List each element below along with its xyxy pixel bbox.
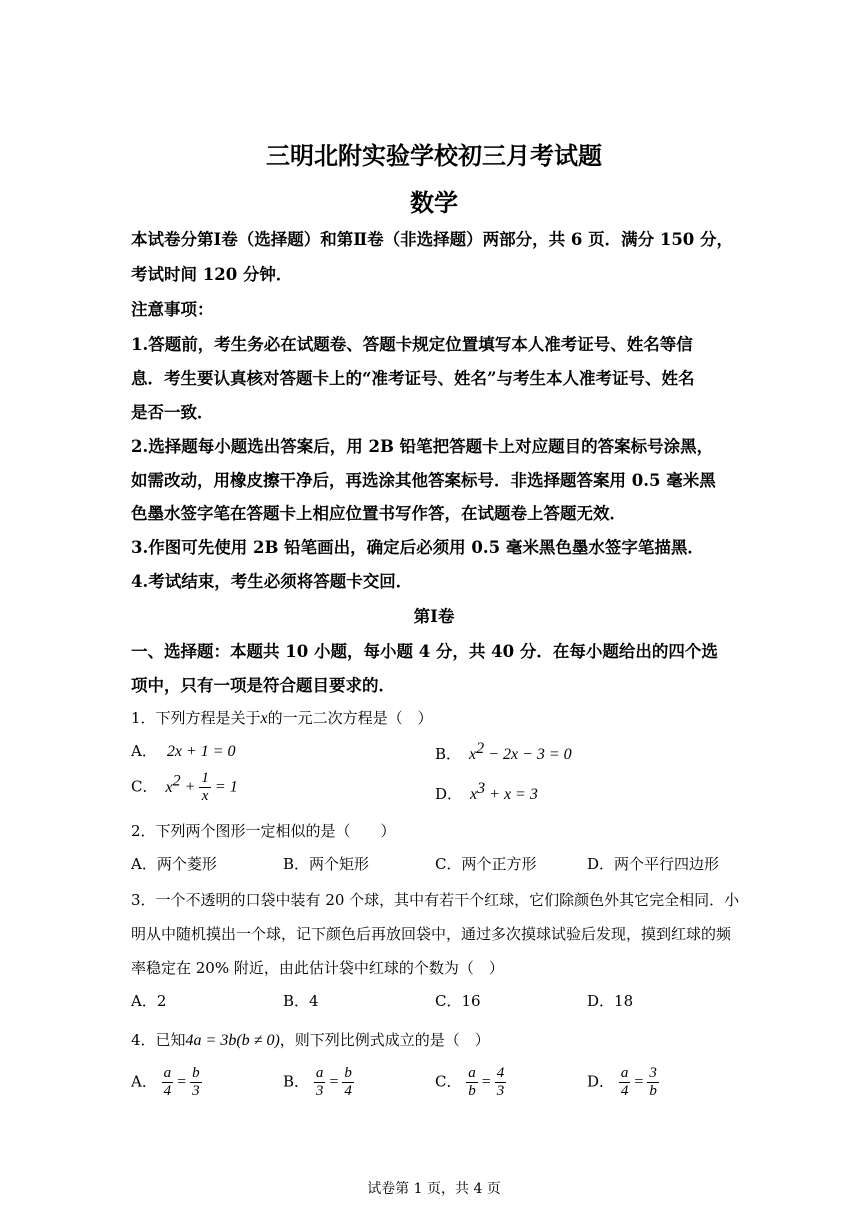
question-1-option-b: B． $x^2 - 2x - 3 = 0$ xyxy=(435,740,572,763)
question-3-line-2: 明从中随机摸出一个球，记下颜色后再放回袋中，通过多次摸球试验后发现，摸到红球的频 xyxy=(131,925,732,943)
question-2-option-b: B．两个矩形 xyxy=(283,855,370,873)
question-2-option-c: C．两个正方形 xyxy=(435,855,537,873)
fraction: $\frac{3}{b}$ xyxy=(649,1065,657,1099)
fraction: $\frac{a}{4}$ xyxy=(163,1065,172,1099)
notes-heading: 注意事项： xyxy=(131,300,214,319)
question-3-option-d: D．18 xyxy=(587,992,634,1010)
volume-heading: 第Ⅰ卷 xyxy=(413,607,455,626)
fraction: $\frac{a}{b}$ xyxy=(468,1065,476,1099)
question-1-option-d: D． $x^3 + x = 3$ xyxy=(435,780,538,803)
question-1-stem: 1．下列方程是关于x的一元二次方程是（ ） xyxy=(131,709,433,727)
question-3-line-3: 率稳定在 20% 附近，由此估计袋中红球的个数为（ ） xyxy=(131,959,504,977)
question-3-option-c: C．16 xyxy=(435,992,481,1010)
fraction: $\frac{b}{3}$ xyxy=(192,1065,200,1099)
question-1-option-a: A． 2x + 1 = 0 xyxy=(131,742,236,760)
note-3: 3.作图可先使用 2B 铅笔画出，确定后必须用 0.5 毫米黑色墨水签字笔描黑． xyxy=(131,538,704,557)
note-1-line-1: 1.答题前，考生务必在试题卷、答题卡规定位置填写本人准考证号、姓名等信 xyxy=(131,335,693,354)
question-4-option-b: B． $\frac{a}{3}$ = $\frac{b}{4}$ xyxy=(283,1065,352,1099)
fraction: $\frac{a}{3}$ xyxy=(315,1065,324,1099)
question-4-option-c: C． $\frac{a}{b}$ = $\frac{4}{3}$ xyxy=(435,1065,505,1099)
question-3-line-1: 3．一个不透明的口袋中装有 20 个球，其中有若干个红球，它们除颜色外其它完全相同．小 xyxy=(131,891,740,909)
intro-line-2: 考试时间 120 分钟． xyxy=(131,265,293,284)
question-3-option-a: A．2 xyxy=(131,992,167,1010)
note-2-line-2: 如需改动，用橡皮擦干净后，再选涂其他答案标号．非选择题答案用 0.5 毫米黑 xyxy=(131,471,716,490)
fraction: $\frac{a}{4}$ xyxy=(620,1065,629,1099)
question-2-option-a: A．两个菱形 xyxy=(131,855,217,873)
subject-title: 数学 xyxy=(410,188,458,217)
fraction: $\frac{b}{4}$ xyxy=(344,1065,352,1099)
section-heading-line-2: 项中，只有一项是符合题目要求的． xyxy=(131,676,395,695)
note-1-line-2: 息．考生要认真核对答题卡上的“准考证号、姓名”与考生本人准考证号、姓名 xyxy=(131,369,695,388)
exam-title: 三明北附实验学校初三月考试题 xyxy=(266,141,602,170)
page-footer: 试卷第 1 页，共 4 页 xyxy=(367,1181,501,1197)
question-4-option-a: A． $\frac{a}{4}$ = $\frac{b}{3}$ xyxy=(131,1065,200,1099)
question-1-option-c: C． $x^2$ + $\frac{1}{x}$ = 1 xyxy=(131,770,238,804)
fraction: $\frac{1}{x}$ xyxy=(201,770,209,804)
note-2-line-1: 2.选择题每小题选出答案后，用 2B 铅笔把答题卡上对应题目的答案标号涂黑， xyxy=(131,437,714,456)
question-4-option-d: D． $\frac{a}{4}$ = $\frac{3}{b}$ xyxy=(587,1065,657,1099)
intro-line-1: 本试卷分第Ⅰ卷（选择题）和第Ⅱ卷（非选择题）两部分，共 6 页．满分 150 分， xyxy=(131,230,734,249)
question-3-option-b: B．4 xyxy=(283,992,319,1010)
fraction: $\frac{4}{3}$ xyxy=(496,1065,505,1099)
note-2-line-3: 色墨水签字笔在答题卡上相应位置书写作答，在试题卷上答题无效． xyxy=(131,504,626,523)
section-heading-line-1: 一、选择题：本题共 10 小题，每小题 4 分，共 40 分．在每小题给出的四个选 xyxy=(131,642,718,661)
note-1-line-3: 是否一致． xyxy=(131,403,214,422)
question-2-option-d: D．两个平行四边形 xyxy=(587,855,720,873)
question-2-stem: 2．下列两个图形一定相似的是（ ） xyxy=(131,822,396,840)
note-4: 4.考试结束，考生必须将答题卡交回． xyxy=(131,572,413,591)
question-4-stem: 4．已知4a = 3b(b ≠ 0)，则下列比例式成立的是（ ） xyxy=(131,1031,490,1049)
